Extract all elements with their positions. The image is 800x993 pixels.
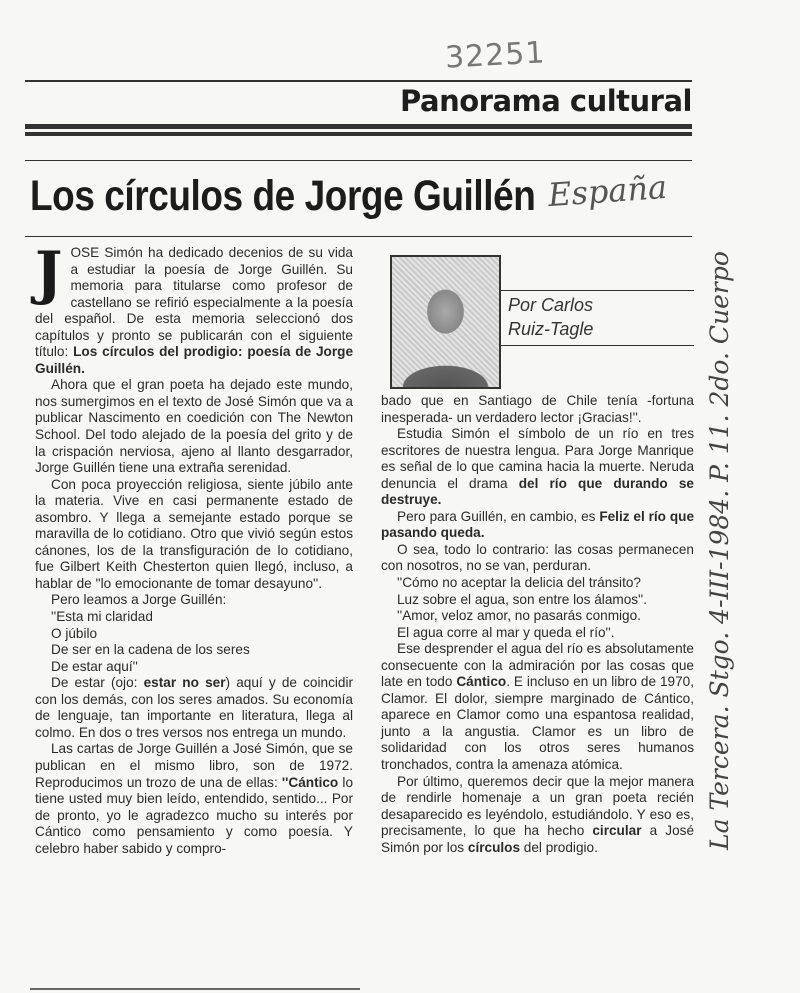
bold-text: Feliz el río que pasando queda.	[381, 508, 695, 541]
text-run: lo tiene usted muy bien leído, entendido, sentido... Por de pronto, yo le agradezco mucho su interés por Cántico como pensamiento y como poesía. Y celebro haber sabido y compro-	[35, 774, 354, 856]
verse-line	[35, 642, 353, 659]
article-column-right	[381, 393, 694, 856]
verse-line	[381, 575, 694, 592]
text-run: El agua corre al mar y queda el río''.	[397, 624, 615, 640]
text-run: Con poca proyección religiosa, siente júbilo ante la materia. Vive en casi permanente estado de asombro. Y llega a semejante estado porque se maravilla de lo cotidiano. Otro que vivió según estos cánones, los de la transfiguración de lo cotidiano, fue Gilbert Keith Chesterton quien llegó, incluso, a hablar de ''lo emocionante de tomar desayuno''.	[35, 476, 353, 591]
drop-cap: J	[35, 239, 63, 307]
text-run: Pero leamos a Jorge Guillén:	[51, 592, 227, 608]
byline	[508, 293, 593, 341]
section-title: Panorama cultural	[400, 84, 692, 118]
paragraph	[381, 509, 694, 542]
bottom-rule	[30, 988, 360, 990]
paragraph	[381, 426, 694, 509]
text-run: Pero para Guillén, en cambio, es	[397, 508, 600, 524]
handwritten-source-note: La Tercera. Stgo. 4-III-1984. P. 11. 2do. Cuerpo	[705, 251, 734, 850]
headline-rule	[25, 236, 692, 237]
thick-rule-1	[25, 124, 692, 129]
bold-text: estar no ser	[143, 675, 226, 691]
byline-line1: Por Carlos	[508, 295, 594, 315]
text-run: Estudia Simón el símbolo de un río en tres escritores de nuestra lengua. Para Jorge Manrique es señal de lo que camina hacia la muerte. Neruda denuncia el drama	[381, 426, 694, 491]
thin-rule	[25, 160, 692, 161]
author-photo	[390, 255, 501, 389]
paragraph	[35, 741, 353, 857]
text-run: De ser en la cadena de los seres	[51, 642, 250, 658]
paragraph	[381, 641, 694, 773]
byline-rule-bottom	[499, 345, 694, 346]
bold-text: circular	[592, 823, 642, 839]
text-run: De estar (ojo:	[51, 675, 144, 691]
text-run: De estar aquí''	[51, 658, 138, 674]
text-run: del prodigio.	[520, 839, 598, 855]
verse-line	[381, 625, 694, 642]
paragraph	[381, 592, 694, 609]
paragraph	[35, 239, 353, 377]
verse-line	[35, 592, 353, 609]
country-note-handwritten: España	[546, 167, 669, 215]
bold-text: círculos	[467, 839, 521, 855]
text-run: Las cartas de Jorge Guillén a José Simón, que se publican en el mismo libro, son de 1972. Reproducimos un trozo de una de ellas:	[35, 741, 353, 790]
bold-text: Los círculos del prodigio: poesía de Jorge Guillén.	[35, 344, 353, 376]
archive-number-handwritten: 32251	[444, 35, 547, 76]
text-run: Ese desprender el agua del río es absolutamente consecuente con la admiración por las cosas que late en todo	[381, 641, 694, 690]
bold-text: Cántico	[456, 674, 507, 690]
paragraph	[381, 542, 694, 575]
byline-rule-top	[499, 290, 694, 291]
text-run: ''Cómo no aceptar la delicia del tránsito?	[397, 575, 641, 591]
text-run: O júbilo	[51, 625, 98, 641]
verse-line	[35, 609, 353, 626]
paragraph	[381, 608, 694, 625]
paragraph	[35, 675, 353, 741]
text-run: ''Amor, veloz amor, no pasarás conmigo.	[397, 608, 641, 624]
paragraph	[35, 377, 353, 476]
verse-line	[35, 659, 353, 676]
text-run: Luz sobre el agua, son entre los álamos''.	[397, 591, 648, 607]
text-run: Por último, queremos decir que la mejor manera de rendirle homenaje a un gran poeta recién desaparecido es leyéndolo, estudiándolo. Y eso es, precisamente, lo que ha hecho	[381, 773, 694, 839]
bold-text: del río que durando se destruye.	[381, 475, 694, 508]
text-run: O sea, todo lo contrario: las cosas permanecen con nosotros, no se van, perduran.	[381, 541, 694, 574]
bold-text: ''Cántico	[281, 774, 339, 790]
text-run: . E incluso en un libro de 1970, Clamor. El dolor, siempre marginado de Cántico, aparece en Clamor como una espantosa realidad, junto a la angustia. Clamor es un libro de solidaridad con los otros seres humanos tronchados, contra la amenaza atómica.	[381, 674, 694, 773]
paragraph	[381, 393, 694, 426]
text-run: OSE Simón ha dedicado decenios de su vida a estudiar la poesía de Jorge Guillén. Su memoria para titularse como profesor de castellano se refirió especialmente a la poesía del español. De esta memoria seleccionó dos capítulos y pronto se publicarán con el siguiente título:	[35, 245, 353, 360]
paragraph	[35, 477, 353, 593]
text-run: bado que en Santiago de Chile tenía -fortuna inesperada- un verdadero lector ¡Gracias!''.	[381, 393, 694, 425]
text-run: ) aquí y de coincidir con los demás, con los seres amados. Su economía de lenguaje, tan importante en literatura, llega al colmo. En dos o tres versos nos entrega un mundo.	[35, 675, 354, 740]
paragraph	[381, 774, 694, 857]
top-rule	[25, 80, 692, 82]
text-run: ''Esta mi claridad	[51, 609, 153, 625]
headline: Los círculos de Jorge Guillén	[30, 172, 536, 220]
byline-line2: Ruiz-Tagle	[508, 319, 594, 339]
article-column-left	[35, 239, 354, 857]
text-run: a José Simón por los	[381, 823, 695, 855]
text-run: Ahora que el gran poeta ha dejado este mundo, nos sumergimos en el texto de José Simón que va a publicar Nascimento en coedición con The Newton School. Del todo alejado de la poesía del grito y de la crispación nerviosa, ajeno al llanto desgarrador, Jorge Guillén tiene una extraña serenidad.	[35, 377, 353, 476]
thick-rule-2	[25, 132, 692, 136]
verse-line	[35, 626, 353, 643]
